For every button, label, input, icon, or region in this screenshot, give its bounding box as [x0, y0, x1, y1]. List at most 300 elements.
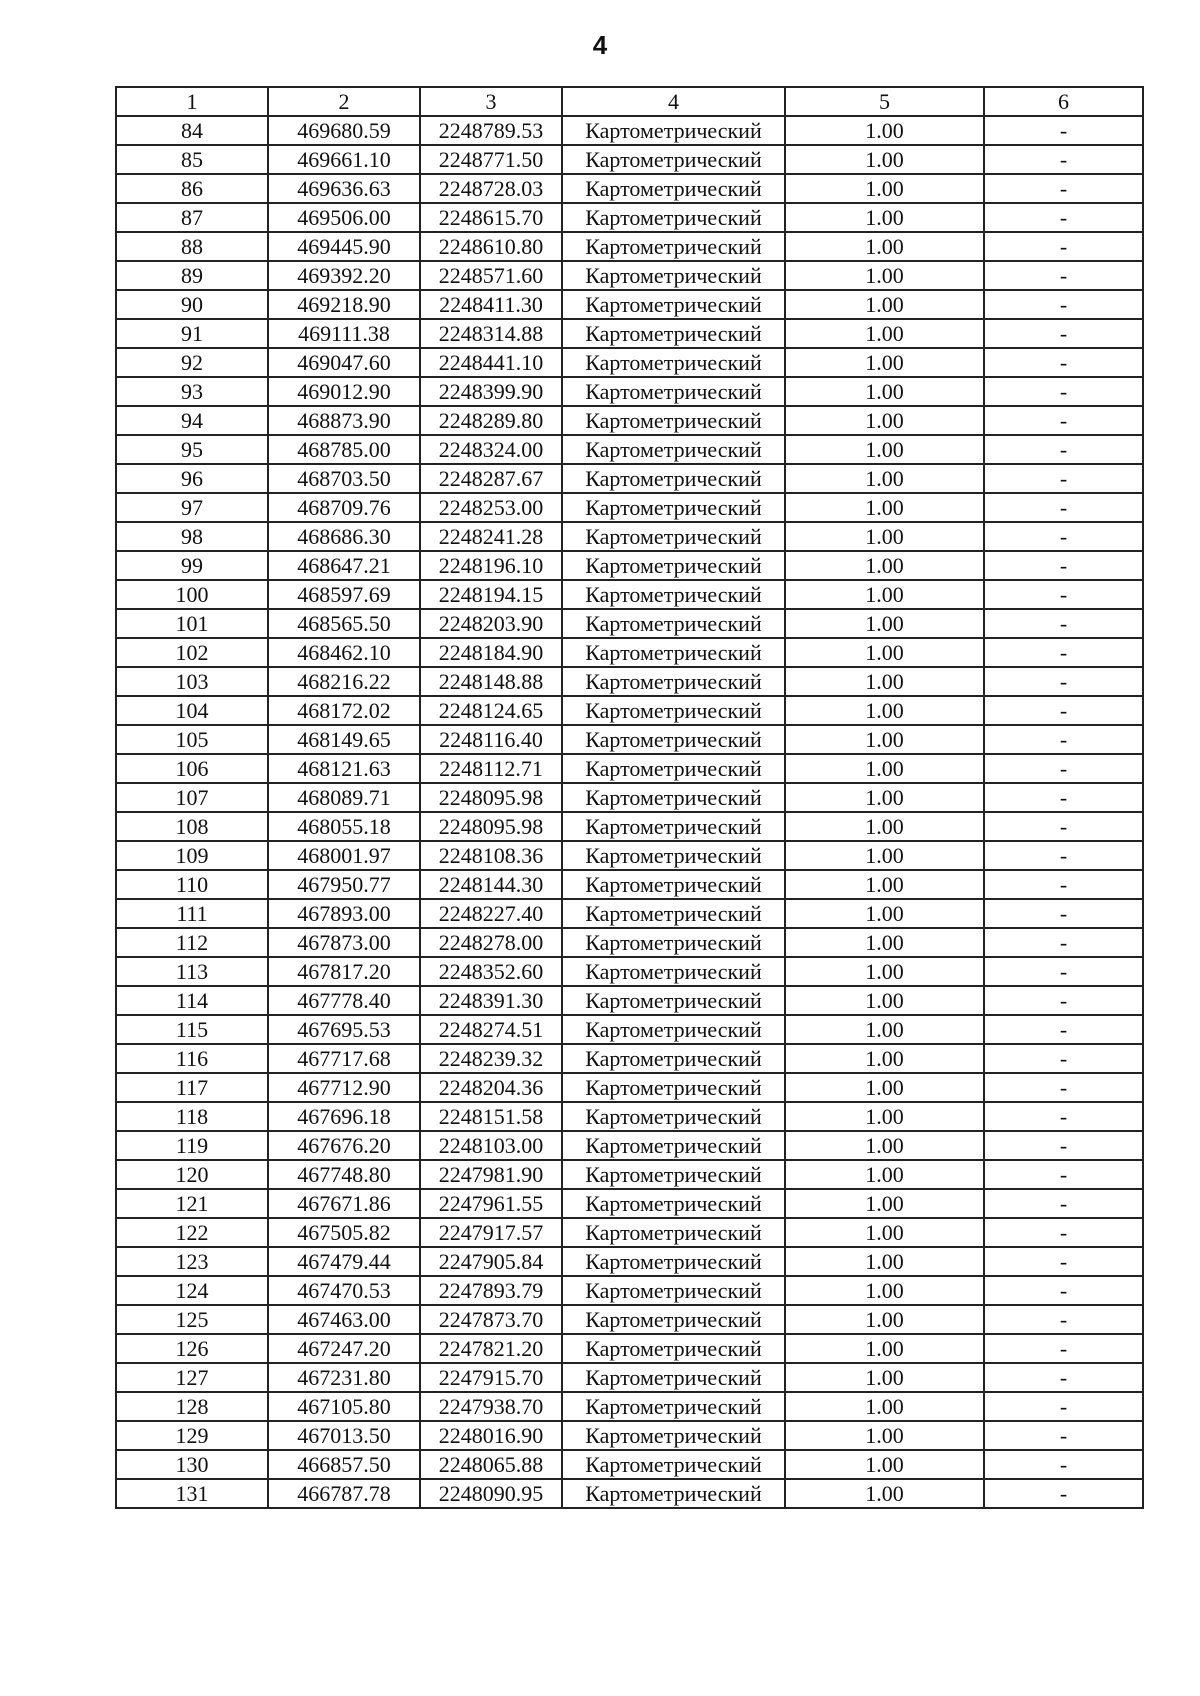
table-row — [116, 696, 1143, 725]
point-number-cell: 108 — [116, 812, 268, 841]
y-coordinate-cell: 2248112.71 — [420, 754, 562, 783]
point-number-cell: 85 — [116, 145, 268, 174]
table-row — [116, 783, 1143, 812]
table-row — [116, 174, 1143, 203]
table-row — [116, 1305, 1143, 1334]
point-number-cell: 127 — [116, 1363, 268, 1392]
y-coordinate-cell: 2248103.00 — [420, 1131, 562, 1160]
method-cell: Картометрический — [562, 232, 785, 261]
table-row — [116, 203, 1143, 232]
description-cell: - — [984, 580, 1143, 609]
y-coordinate-cell: 2248239.32 — [420, 1044, 562, 1073]
y-coordinate-cell: 2248065.88 — [420, 1450, 562, 1479]
x-coordinate-cell: 469445.90 — [268, 232, 420, 261]
method-cell: Картометрический — [562, 899, 785, 928]
x-coordinate-cell: 467748.80 — [268, 1160, 420, 1189]
x-coordinate-cell: 467893.00 — [268, 899, 420, 928]
method-cell: Картометрический — [562, 1305, 785, 1334]
accuracy-cell: 1.00 — [785, 1363, 984, 1392]
method-cell: Картометрический — [562, 1276, 785, 1305]
y-coordinate-cell: 2248151.58 — [420, 1102, 562, 1131]
accuracy-cell: 1.00 — [785, 1276, 984, 1305]
description-cell: - — [984, 145, 1143, 174]
description-cell: - — [984, 1305, 1143, 1334]
method-cell: Картометрический — [562, 522, 785, 551]
y-coordinate-cell: 2248196.10 — [420, 551, 562, 580]
x-coordinate-cell: 469392.20 — [268, 261, 420, 290]
x-coordinate-cell: 469661.10 — [268, 145, 420, 174]
y-coordinate-cell: 2248095.98 — [420, 783, 562, 812]
method-cell: Картометрический — [562, 1015, 785, 1044]
table-row — [116, 377, 1143, 406]
table-row — [116, 609, 1143, 638]
accuracy-cell: 1.00 — [785, 290, 984, 319]
point-number-cell: 99 — [116, 551, 268, 580]
y-coordinate-cell: 2247981.90 — [420, 1160, 562, 1189]
method-cell: Картометрический — [562, 551, 785, 580]
x-coordinate-cell: 468647.21 — [268, 551, 420, 580]
description-cell: - — [984, 203, 1143, 232]
accuracy-cell: 1.00 — [785, 1334, 984, 1363]
method-cell: Картометрический — [562, 841, 785, 870]
table-row — [116, 1160, 1143, 1189]
description-cell: - — [984, 1044, 1143, 1073]
table-row — [116, 754, 1143, 783]
table-row — [116, 928, 1143, 957]
header-row — [116, 87, 1143, 116]
point-number-cell: 84 — [116, 116, 268, 145]
method-cell: Картометрический — [562, 290, 785, 319]
method-cell: Картометрический — [562, 696, 785, 725]
table-row — [116, 116, 1143, 145]
accuracy-cell: 1.00 — [785, 1450, 984, 1479]
method-cell: Картометрический — [562, 1218, 785, 1247]
accuracy-cell: 1.00 — [785, 696, 984, 725]
point-number-cell: 107 — [116, 783, 268, 812]
description-cell: - — [984, 1160, 1143, 1189]
description-cell: - — [984, 725, 1143, 754]
y-coordinate-cell: 2248095.98 — [420, 812, 562, 841]
point-number-cell: 101 — [116, 609, 268, 638]
x-coordinate-cell: 467873.00 — [268, 928, 420, 957]
x-coordinate-cell: 467676.20 — [268, 1131, 420, 1160]
description-cell: - — [984, 1189, 1143, 1218]
table-row — [116, 1247, 1143, 1276]
x-coordinate-cell: 469111.38 — [268, 319, 420, 348]
method-cell: Картометрический — [562, 1363, 785, 1392]
table-row — [116, 725, 1143, 754]
point-number-cell: 123 — [116, 1247, 268, 1276]
y-coordinate-cell: 2248289.80 — [420, 406, 562, 435]
y-coordinate-cell: 2247917.57 — [420, 1218, 562, 1247]
y-coordinate-cell: 2248287.67 — [420, 464, 562, 493]
accuracy-cell: 1.00 — [785, 1160, 984, 1189]
method-cell: Картометрический — [562, 1479, 785, 1508]
description-cell: - — [984, 522, 1143, 551]
description-cell: - — [984, 1276, 1143, 1305]
x-coordinate-cell: 467695.53 — [268, 1015, 420, 1044]
y-coordinate-cell: 2248399.90 — [420, 377, 562, 406]
table-row — [116, 1189, 1143, 1218]
accuracy-cell: 1.00 — [785, 667, 984, 696]
x-coordinate-cell: 467712.90 — [268, 1073, 420, 1102]
method-cell: Картометрический — [562, 1421, 785, 1450]
column-header: 1 — [116, 87, 268, 116]
x-coordinate-cell: 468703.50 — [268, 464, 420, 493]
method-cell: Картометрический — [562, 493, 785, 522]
x-coordinate-cell: 468172.02 — [268, 696, 420, 725]
method-cell: Картометрический — [562, 580, 785, 609]
description-cell: - — [984, 1392, 1143, 1421]
accuracy-cell: 1.00 — [785, 406, 984, 435]
x-coordinate-cell: 467696.18 — [268, 1102, 420, 1131]
method-cell: Картометрический — [562, 1160, 785, 1189]
accuracy-cell: 1.00 — [785, 145, 984, 174]
table-row — [116, 1363, 1143, 1392]
method-cell: Картометрический — [562, 1450, 785, 1479]
description-cell: - — [984, 174, 1143, 203]
description-cell: - — [984, 232, 1143, 261]
accuracy-cell: 1.00 — [785, 899, 984, 928]
point-number-cell: 121 — [116, 1189, 268, 1218]
x-coordinate-cell: 467463.00 — [268, 1305, 420, 1334]
description-cell: - — [984, 754, 1143, 783]
table-row — [116, 899, 1143, 928]
y-coordinate-cell: 2248771.50 — [420, 145, 562, 174]
x-coordinate-cell: 468597.69 — [268, 580, 420, 609]
accuracy-cell: 1.00 — [785, 232, 984, 261]
method-cell: Картометрический — [562, 435, 785, 464]
y-coordinate-cell: 2248278.00 — [420, 928, 562, 957]
accuracy-cell: 1.00 — [785, 957, 984, 986]
page-number: 4 — [592, 30, 608, 60]
x-coordinate-cell: 468216.22 — [268, 667, 420, 696]
table-row — [116, 1073, 1143, 1102]
point-number-cell: 131 — [116, 1479, 268, 1508]
x-coordinate-cell: 467671.86 — [268, 1189, 420, 1218]
table-row — [116, 406, 1143, 435]
x-coordinate-cell: 469047.60 — [268, 348, 420, 377]
method-cell: Картометрический — [562, 928, 785, 957]
description-cell: - — [984, 928, 1143, 957]
accuracy-cell: 1.00 — [785, 464, 984, 493]
column-header: 3 — [420, 87, 562, 116]
point-number-cell: 111 — [116, 899, 268, 928]
table-row — [116, 812, 1143, 841]
accuracy-cell: 1.00 — [785, 841, 984, 870]
point-number-cell: 128 — [116, 1392, 268, 1421]
y-coordinate-cell: 2248571.60 — [420, 261, 562, 290]
table-row — [116, 319, 1143, 348]
description-cell: - — [984, 1073, 1143, 1102]
x-coordinate-cell: 467717.68 — [268, 1044, 420, 1073]
table-row — [116, 1334, 1143, 1363]
y-coordinate-cell: 2248411.30 — [420, 290, 562, 319]
point-number-cell: 97 — [116, 493, 268, 522]
method-cell: Картометрический — [562, 1247, 785, 1276]
point-number-cell: 106 — [116, 754, 268, 783]
description-cell: - — [984, 986, 1143, 1015]
y-coordinate-cell: 2247893.79 — [420, 1276, 562, 1305]
accuracy-cell: 1.00 — [785, 783, 984, 812]
table-row — [116, 145, 1143, 174]
accuracy-cell: 1.00 — [785, 1189, 984, 1218]
y-coordinate-cell: 2248253.00 — [420, 493, 562, 522]
point-number-cell: 98 — [116, 522, 268, 551]
y-coordinate-cell: 2248789.53 — [420, 116, 562, 145]
method-cell: Картометрический — [562, 1334, 785, 1363]
point-number-cell: 117 — [116, 1073, 268, 1102]
description-cell: - — [984, 261, 1143, 290]
column-header: 4 — [562, 87, 785, 116]
table-row — [116, 841, 1143, 870]
point-number-cell: 86 — [116, 174, 268, 203]
point-number-cell: 109 — [116, 841, 268, 870]
table-row — [116, 957, 1143, 986]
y-coordinate-cell: 2248274.51 — [420, 1015, 562, 1044]
accuracy-cell: 1.00 — [785, 1421, 984, 1450]
description-cell: - — [984, 1015, 1143, 1044]
method-cell: Картометрический — [562, 986, 785, 1015]
y-coordinate-cell: 2248241.28 — [420, 522, 562, 551]
method-cell: Картометрический — [562, 203, 785, 232]
table-row — [116, 1102, 1143, 1131]
accuracy-cell: 1.00 — [785, 203, 984, 232]
point-number-cell: 126 — [116, 1334, 268, 1363]
x-coordinate-cell: 467817.20 — [268, 957, 420, 986]
table-row — [116, 232, 1143, 261]
x-coordinate-cell: 467778.40 — [268, 986, 420, 1015]
method-cell: Картометрический — [562, 1392, 785, 1421]
point-number-cell: 125 — [116, 1305, 268, 1334]
point-number-cell: 105 — [116, 725, 268, 754]
accuracy-cell: 1.00 — [785, 551, 984, 580]
description-cell: - — [984, 348, 1143, 377]
point-number-cell: 88 — [116, 232, 268, 261]
table-row — [116, 1276, 1143, 1305]
description-cell: - — [984, 551, 1143, 580]
y-coordinate-cell: 2247905.84 — [420, 1247, 562, 1276]
x-coordinate-cell: 468785.00 — [268, 435, 420, 464]
x-coordinate-cell: 468565.50 — [268, 609, 420, 638]
accuracy-cell: 1.00 — [785, 493, 984, 522]
x-coordinate-cell: 467105.80 — [268, 1392, 420, 1421]
point-number-cell: 129 — [116, 1421, 268, 1450]
method-cell: Картометрический — [562, 464, 785, 493]
table-body — [116, 116, 1143, 1508]
coordinates-table — [115, 86, 1144, 1509]
x-coordinate-cell: 467247.20 — [268, 1334, 420, 1363]
point-number-cell: 93 — [116, 377, 268, 406]
table-row — [116, 435, 1143, 464]
y-coordinate-cell: 2247915.70 — [420, 1363, 562, 1392]
y-coordinate-cell: 2248227.40 — [420, 899, 562, 928]
description-cell: - — [984, 319, 1143, 348]
table-row — [116, 1015, 1143, 1044]
description-cell: - — [984, 812, 1143, 841]
accuracy-cell: 1.00 — [785, 812, 984, 841]
description-cell: - — [984, 667, 1143, 696]
x-coordinate-cell: 468149.65 — [268, 725, 420, 754]
description-cell: - — [984, 116, 1143, 145]
accuracy-cell: 1.00 — [785, 1392, 984, 1421]
description-cell: - — [984, 783, 1143, 812]
method-cell: Картометрический — [562, 406, 785, 435]
accuracy-cell: 1.00 — [785, 1131, 984, 1160]
y-coordinate-cell: 2248314.88 — [420, 319, 562, 348]
y-coordinate-cell: 2248203.90 — [420, 609, 562, 638]
x-coordinate-cell: 467231.80 — [268, 1363, 420, 1392]
x-coordinate-cell: 468089.71 — [268, 783, 420, 812]
y-coordinate-cell: 2247821.20 — [420, 1334, 562, 1363]
y-coordinate-cell: 2247961.55 — [420, 1189, 562, 1218]
x-coordinate-cell: 467470.53 — [268, 1276, 420, 1305]
point-number-cell: 122 — [116, 1218, 268, 1247]
y-coordinate-cell: 2248144.30 — [420, 870, 562, 899]
description-cell: - — [984, 435, 1143, 464]
table-row — [116, 1392, 1143, 1421]
x-coordinate-cell: 467950.77 — [268, 870, 420, 899]
y-coordinate-cell: 2248184.90 — [420, 638, 562, 667]
column-header: 5 — [785, 87, 984, 116]
accuracy-cell: 1.00 — [785, 1073, 984, 1102]
accuracy-cell: 1.00 — [785, 725, 984, 754]
accuracy-cell: 1.00 — [785, 319, 984, 348]
description-cell: - — [984, 1102, 1143, 1131]
method-cell: Картометрический — [562, 957, 785, 986]
method-cell: Картометрический — [562, 261, 785, 290]
method-cell: Картометрический — [562, 1044, 785, 1073]
method-cell: Картометрический — [562, 783, 785, 812]
method-cell: Картометрический — [562, 145, 785, 174]
method-cell: Картометрический — [562, 870, 785, 899]
point-number-cell: 92 — [116, 348, 268, 377]
method-cell: Картометрический — [562, 1102, 785, 1131]
y-coordinate-cell: 2248090.95 — [420, 1479, 562, 1508]
y-coordinate-cell: 2248615.70 — [420, 203, 562, 232]
x-coordinate-cell: 469636.63 — [268, 174, 420, 203]
point-number-cell: 120 — [116, 1160, 268, 1189]
description-cell: - — [984, 870, 1143, 899]
method-cell: Картометрический — [562, 319, 785, 348]
point-number-cell: 104 — [116, 696, 268, 725]
description-cell: - — [984, 1247, 1143, 1276]
y-coordinate-cell: 2248204.36 — [420, 1073, 562, 1102]
x-coordinate-cell: 467505.82 — [268, 1218, 420, 1247]
accuracy-cell: 1.00 — [785, 174, 984, 203]
x-coordinate-cell: 469506.00 — [268, 203, 420, 232]
y-coordinate-cell: 2248124.65 — [420, 696, 562, 725]
description-cell: - — [984, 1479, 1143, 1508]
x-coordinate-cell: 468686.30 — [268, 522, 420, 551]
point-number-cell: 124 — [116, 1276, 268, 1305]
description-cell: - — [984, 1363, 1143, 1392]
point-number-cell: 118 — [116, 1102, 268, 1131]
table-row — [116, 551, 1143, 580]
x-coordinate-cell: 468001.97 — [268, 841, 420, 870]
description-cell: - — [984, 1218, 1143, 1247]
point-number-cell: 130 — [116, 1450, 268, 1479]
description-cell: - — [984, 290, 1143, 319]
description-cell: - — [984, 464, 1143, 493]
method-cell: Картометрический — [562, 1189, 785, 1218]
method-cell: Картометрический — [562, 812, 785, 841]
table-row — [116, 1479, 1143, 1508]
accuracy-cell: 1.00 — [785, 1102, 984, 1131]
accuracy-cell: 1.00 — [785, 522, 984, 551]
accuracy-cell: 1.00 — [785, 986, 984, 1015]
method-cell: Картометрический — [562, 1131, 785, 1160]
x-coordinate-cell: 467013.50 — [268, 1421, 420, 1450]
description-cell: - — [984, 899, 1143, 928]
x-coordinate-cell: 468121.63 — [268, 754, 420, 783]
x-coordinate-cell: 466857.50 — [268, 1450, 420, 1479]
y-coordinate-cell: 2248352.60 — [420, 957, 562, 986]
table-row — [116, 261, 1143, 290]
point-number-cell: 90 — [116, 290, 268, 319]
description-cell: - — [984, 1131, 1143, 1160]
point-number-cell: 100 — [116, 580, 268, 609]
description-cell: - — [984, 406, 1143, 435]
table-row — [116, 1421, 1143, 1450]
point-number-cell: 94 — [116, 406, 268, 435]
table-row — [116, 580, 1143, 609]
table-row — [116, 290, 1143, 319]
y-coordinate-cell: 2248194.15 — [420, 580, 562, 609]
description-cell: - — [984, 1421, 1143, 1450]
table-row — [116, 1450, 1143, 1479]
x-coordinate-cell: 468873.90 — [268, 406, 420, 435]
table-row — [116, 1044, 1143, 1073]
table-row — [116, 638, 1143, 667]
accuracy-cell: 1.00 — [785, 928, 984, 957]
accuracy-cell: 1.00 — [785, 1015, 984, 1044]
method-cell: Картометрический — [562, 116, 785, 145]
point-number-cell: 96 — [116, 464, 268, 493]
point-number-cell: 116 — [116, 1044, 268, 1073]
table-row — [116, 870, 1143, 899]
x-coordinate-cell: 467479.44 — [268, 1247, 420, 1276]
table-header — [116, 87, 1143, 116]
point-number-cell: 95 — [116, 435, 268, 464]
accuracy-cell: 1.00 — [785, 348, 984, 377]
description-cell: - — [984, 377, 1143, 406]
x-coordinate-cell: 468709.76 — [268, 493, 420, 522]
method-cell: Картометрический — [562, 377, 785, 406]
accuracy-cell: 1.00 — [785, 377, 984, 406]
description-cell: - — [984, 696, 1143, 725]
method-cell: Картометрический — [562, 609, 785, 638]
description-cell: - — [984, 609, 1143, 638]
description-cell: - — [984, 493, 1143, 522]
point-number-cell: 119 — [116, 1131, 268, 1160]
accuracy-cell: 1.00 — [785, 754, 984, 783]
method-cell: Картометрический — [562, 638, 785, 667]
y-coordinate-cell: 2248108.36 — [420, 841, 562, 870]
table-row — [116, 667, 1143, 696]
point-number-cell: 115 — [116, 1015, 268, 1044]
y-coordinate-cell: 2247873.70 — [420, 1305, 562, 1334]
y-coordinate-cell: 2248148.88 — [420, 667, 562, 696]
y-coordinate-cell: 2248441.10 — [420, 348, 562, 377]
point-number-cell: 91 — [116, 319, 268, 348]
method-cell: Картометрический — [562, 174, 785, 203]
table-row — [116, 522, 1143, 551]
method-cell: Картометрический — [562, 348, 785, 377]
method-cell: Картометрический — [562, 667, 785, 696]
table-row — [116, 1218, 1143, 1247]
table-row — [116, 464, 1143, 493]
